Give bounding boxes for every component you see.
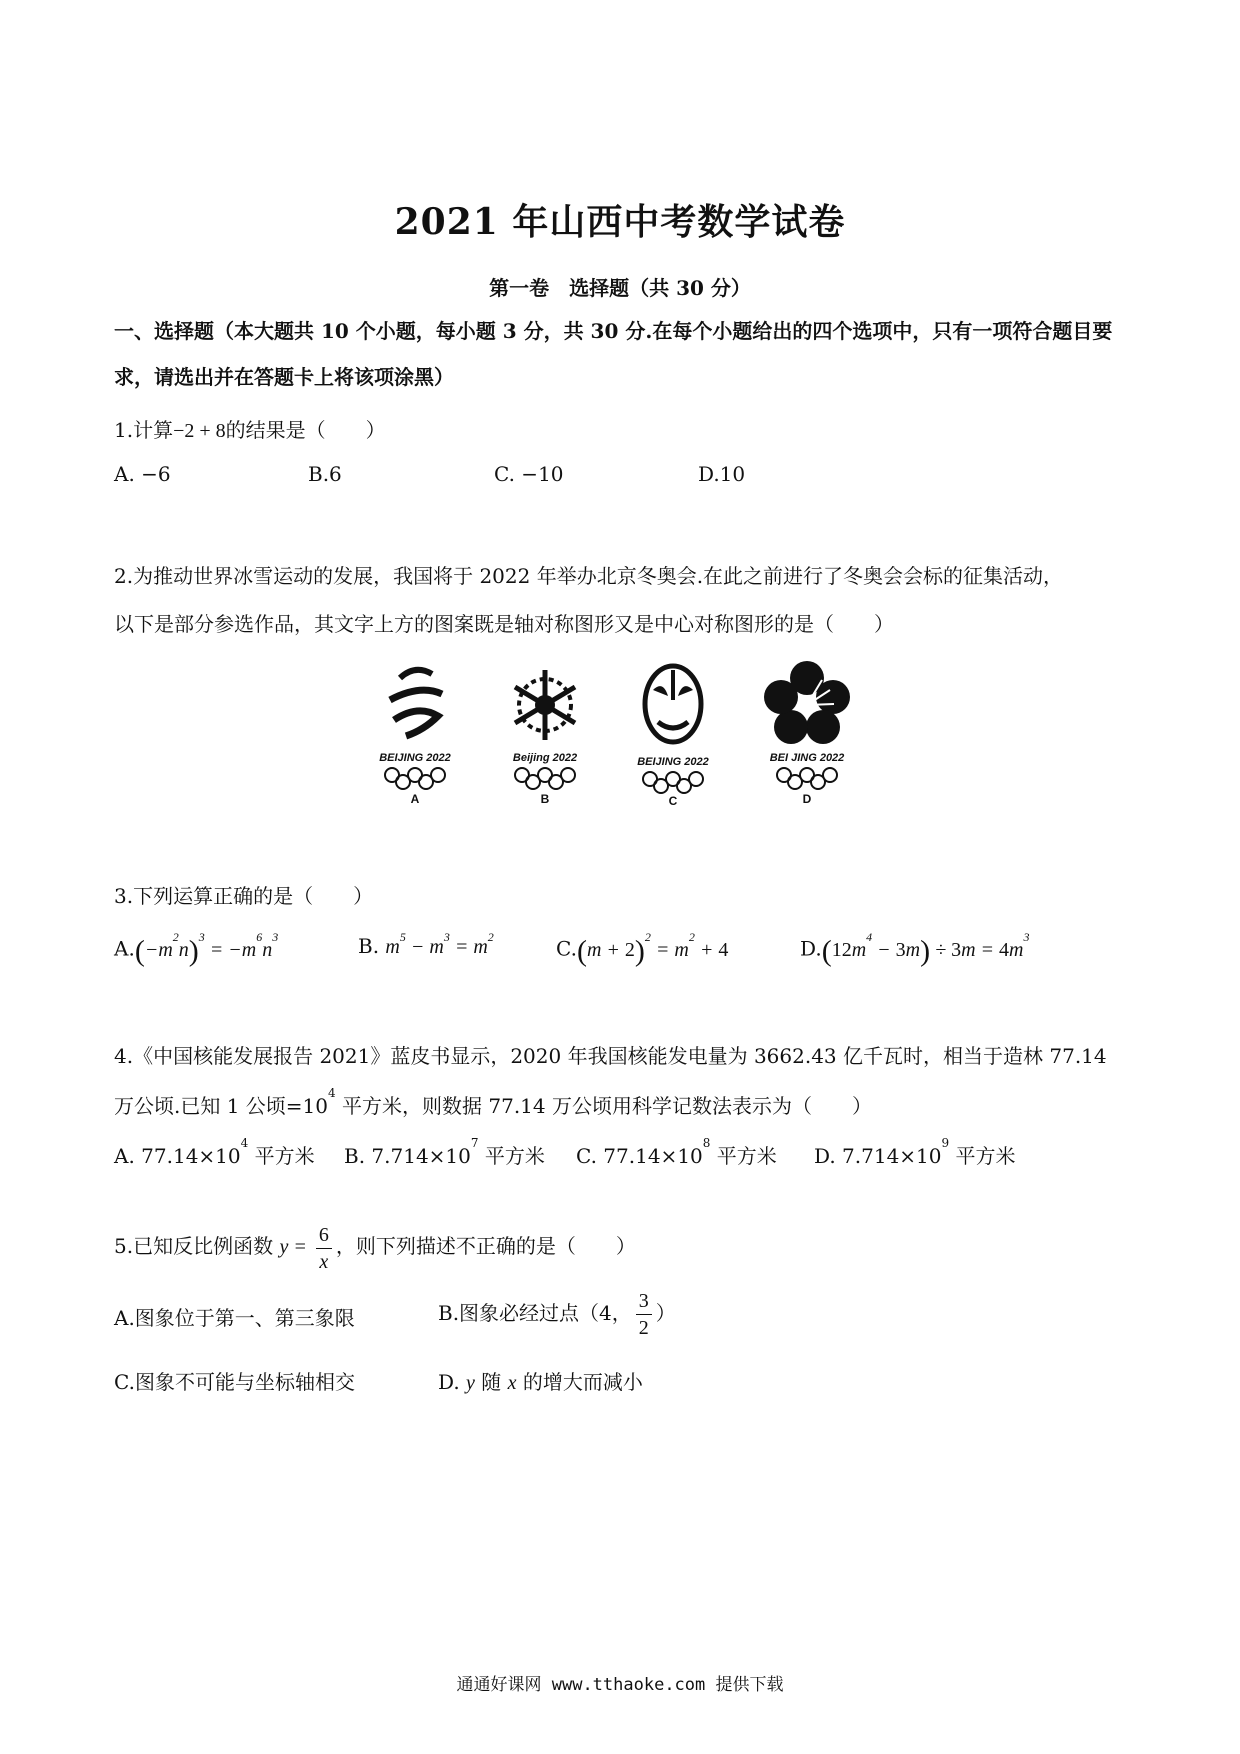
q1-option-b: B.6 [308, 462, 342, 486]
section-title: 第一卷 选择题（共 30 分） [489, 276, 751, 300]
emblem-c-letter: C [668, 794, 678, 808]
q5-option-d: D. y 随 x 的增大而减小 [438, 1370, 643, 1394]
plum-blossom-emblem-graphic [752, 660, 862, 750]
q3-option-b: B. $m^5 - m^3 = m^2$ [358, 930, 494, 958]
instructions: 一、选择题（本大题共 10 个小题，每小题 3 分，共 30 分.在每个小题给出的四个选项中，只有一项符合题目要求，请选出并在答题卡上将该项涂黑） [114, 319, 1113, 389]
olympic-rings-icon [638, 770, 708, 796]
olympic-rings-icon [380, 766, 450, 792]
q5-option-c: C.图象不可能与坐标轴相交 [114, 1370, 355, 1394]
question-5: 5.已知反比例函数 y = $\frac{6}{x}$ ，则下列描述不正确的是（ ） [114, 1224, 636, 1273]
olympic-rings-icon [510, 766, 580, 792]
footer-source: 通通好课网 www.tthaoke.com 提供下载 [456, 1675, 784, 1695]
snowflake-emblem-graphic [490, 660, 600, 750]
question-2-line-2: 以下是部分参选作品，其文字上方的图案既是轴对称图形又是中心对称图形的是（ ） [114, 612, 894, 636]
emblem-d-city: BEI JING 2022 [769, 752, 845, 764]
q1-option-c: C. −10 [494, 462, 564, 486]
question-2-line-1: 2.为推动世界冰雪运动的发展，我国将于 2022 年举办北京冬奥会.在此之前进行了冬奥会会标的征集活动， [114, 564, 1064, 588]
emblem-options [360, 660, 880, 822]
emblem-a-graphic [360, 660, 470, 750]
olympic-rings-icon [772, 766, 842, 792]
question-4-line-1: 4.《中国核能发展报告 2021》蓝皮书显示，2020 年我国核能发电量为 3662.43 亿千瓦时，相当于造林 77.14 [114, 1044, 1107, 1068]
q1-option-a: A. −6 [114, 462, 171, 486]
q5-function: y = $\frac{6}{x}$ [279, 1236, 335, 1258]
question-4-line-2: 万公顷.已知 1 公顷$=10^4$ 平方米，则数据 77.14 万公顷用科学记数法表示为（ ） [114, 1086, 872, 1118]
q3-option-a: $A.(-m^2n)^3 = -m^6n^3$ [114, 930, 279, 967]
emblem-a-city: BEIJING 2022 [379, 752, 451, 764]
emblem-b-city: Beijing 2022 [512, 752, 578, 764]
q4-option-a: A. $77.14\times 10^4$ 平方米 [114, 1136, 315, 1168]
q1-option-d: D.10 [698, 462, 746, 486]
q3-option-d: $D.(12m^4 - 3m) \div 3m = 4m^3$ [800, 930, 1030, 967]
q4-option-d: D. $7.714\times 10^9$ 平方米 [814, 1136, 1016, 1168]
emblem-d [752, 660, 862, 822]
q4-option-c: C. $77.14\times 10^8$ 平方米 [576, 1136, 777, 1168]
emblem-b-letter: B [540, 792, 550, 806]
q3-option-c: $C.(m + 2)^2 = m^2 + 4$ [556, 930, 729, 967]
emblem-a [360, 660, 470, 822]
emblem-c [618, 660, 728, 822]
q1-expression: −2 + 8 [173, 420, 226, 442]
emblem-c-city: BEIJING 2022 [637, 756, 709, 768]
page-title: 2021 年山西中考数学试卷 [394, 201, 846, 243]
question-1: 1.计算−2 + 8的结果是（ ） [114, 418, 386, 442]
opera-mask-emblem-graphic [618, 660, 728, 756]
q4-option-b: B. $7.714\times 10^7$ 平方米 [344, 1136, 545, 1168]
emblem-b [490, 660, 600, 822]
q5-option-a: A.图象位于第一、第三象限 [114, 1306, 355, 1330]
q5-option-b: B.图象必经过点（4， $\frac{3}{2}$ ） [438, 1290, 676, 1339]
emblem-d-letter: D [802, 792, 812, 806]
emblem-a-letter: A [410, 792, 420, 806]
question-3: 3.下列运算正确的是（ ） [114, 884, 374, 908]
